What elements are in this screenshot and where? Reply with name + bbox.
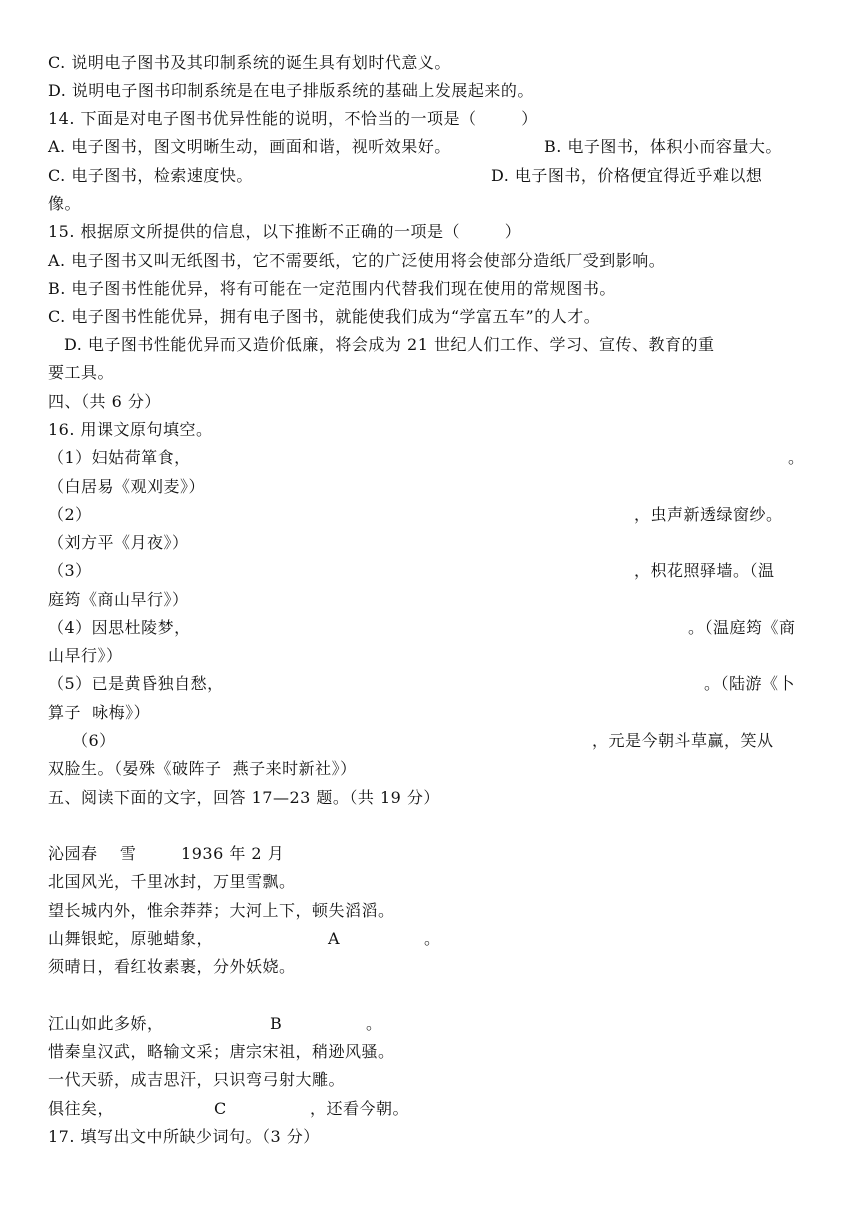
q14-options-ab xyxy=(48,134,814,160)
blank-b-label: B xyxy=(270,1014,283,1033)
section-5-heading: 五、阅读下面的文字，回答 17—23 题。（共 19 分） xyxy=(48,788,440,807)
poem-line-1: 北国风光，千里冰封，万里雪飘。 xyxy=(48,872,296,891)
fill-item-3-source: 庭筠《商山早行》） xyxy=(48,590,189,609)
fill-item-1-source: （白居易《观刈麦》） xyxy=(48,477,206,496)
fill-item-2 xyxy=(48,502,814,528)
fill-item-1-end: 。 xyxy=(788,448,805,467)
fill-item-4 xyxy=(48,615,814,641)
q14-option-d: D. 电子图书，价格便宜得近乎难以想 xyxy=(491,166,763,185)
option-d-13: D. 说明电子图书印制系统是在电子排版系统的基础上发展起来的。 xyxy=(48,81,534,100)
question-15: 15. 根据原文所提供的信息，以下推断不正确的一项是（ ） xyxy=(48,222,522,241)
blank-a-label: A xyxy=(328,929,341,948)
fill-item-6-end: ，元是今朝斗草赢，笑从 xyxy=(592,731,774,750)
fill-item-5-text: （5）已是黄昏独自愁， xyxy=(48,674,224,693)
q15-option-d: D. 电子图书性能优异而又造价低廉，将会成为 21 世纪人们工作、学习、宣传、教育的重 xyxy=(64,335,715,354)
q15-option-d-cont: 要工具。 xyxy=(48,363,115,382)
poem-line-4: 须晴日，看红妆素裹，分外妖娆。 xyxy=(48,957,296,976)
q15-option-b: B. 电子图书性能优异，将有可能在一定范围内代替我们现在使用的常规图书。 xyxy=(48,279,616,298)
poem-line-7: 一代天骄，成吉思汗，只识弯弓射大雕。 xyxy=(48,1070,346,1089)
q14-option-b: B. 电子图书，体积小而容量大。 xyxy=(544,137,782,156)
fill-item-3-end: ，枳花照驿墙。（温 xyxy=(634,561,775,580)
blank-c-label: C xyxy=(214,1099,227,1118)
fill-item-2-text: （2） xyxy=(48,505,92,524)
fill-item-2-end: ，虫声新透绿窗纱。 xyxy=(634,505,783,524)
poem-line-2: 望长城内外，惟余莽莽；大河上下，顿失滔滔。 xyxy=(48,901,395,920)
fill-item-5 xyxy=(48,671,814,697)
question-16: 16. 用课文原句填空。 xyxy=(48,420,213,439)
fill-item-1-text: （1）妇姑荷箪食， xyxy=(48,448,191,467)
q14-option-c: C. 电子图书，检索速度快。 xyxy=(48,166,253,185)
poem-line-3 xyxy=(48,926,814,952)
poem-line-3-end: 。 xyxy=(424,929,441,948)
fill-item-6-text: （6） xyxy=(72,731,116,750)
q14-options-cd xyxy=(48,163,814,189)
q14-option-a: A. 电子图书，图文明晰生动，画面和谐，视听效果好。 xyxy=(48,137,451,156)
section-4-heading: 四、（共 6 分） xyxy=(48,392,161,411)
fill-item-3-text: （3） xyxy=(48,561,92,580)
poem-line-5-end: 。 xyxy=(366,1014,383,1033)
question-17: 17. 填写出文中所缺少词句。（3 分） xyxy=(48,1127,320,1146)
poem-line-5 xyxy=(48,1011,814,1037)
fill-item-1 xyxy=(48,445,814,471)
fill-item-4-text: （4）因思杜陵梦， xyxy=(48,618,191,637)
fill-item-6 xyxy=(48,728,814,754)
fill-item-6-source: 双脸生。（晏殊《破阵子 燕子来时新社》） xyxy=(48,759,357,778)
fill-item-4-end: 。（温庭筠《商 xyxy=(688,618,796,637)
fill-item-2-source: （刘方平《月夜》） xyxy=(48,533,189,552)
fill-item-3 xyxy=(48,558,814,584)
poem-line-6: 惜秦皇汉武，略输文采；唐宗宋祖，稍逊风骚。 xyxy=(48,1042,395,1061)
q14-option-d-cont: 像。 xyxy=(48,194,82,213)
poem-line-3-text: 山舞银蛇，原驰蜡象， xyxy=(48,929,214,948)
q15-option-a: A. 电子图书又叫无纸图书，它不需要纸，它的广泛使用将会使部分造纸厂受到影响。 xyxy=(48,251,666,270)
fill-item-5-source: 算子 咏梅》） xyxy=(48,703,151,722)
fill-item-4-source: 山早行》） xyxy=(48,646,123,665)
fill-item-5-end: 。（陆游《卜 xyxy=(704,674,796,693)
poem-line-8-text: 俱往矣， xyxy=(48,1099,115,1118)
poem-title: 沁园春 雪 1936 年 2 月 xyxy=(48,844,285,863)
poem-line-8 xyxy=(48,1096,814,1122)
option-c-13: C. 说明电子图书及其印制系统的诞生具有划时代意义。 xyxy=(48,53,451,72)
poem-line-5-text: 江山如此多娇， xyxy=(48,1014,164,1033)
question-14: 14. 下面是对电子图书优异性能的说明，不恰当的一项是（ ） xyxy=(48,109,538,128)
q15-option-c: C. 电子图书性能优异，拥有电子图书，就能使我们成为“学富五车”的人才。 xyxy=(48,307,601,326)
poem-line-8-end: ，还看今朝。 xyxy=(310,1099,410,1118)
